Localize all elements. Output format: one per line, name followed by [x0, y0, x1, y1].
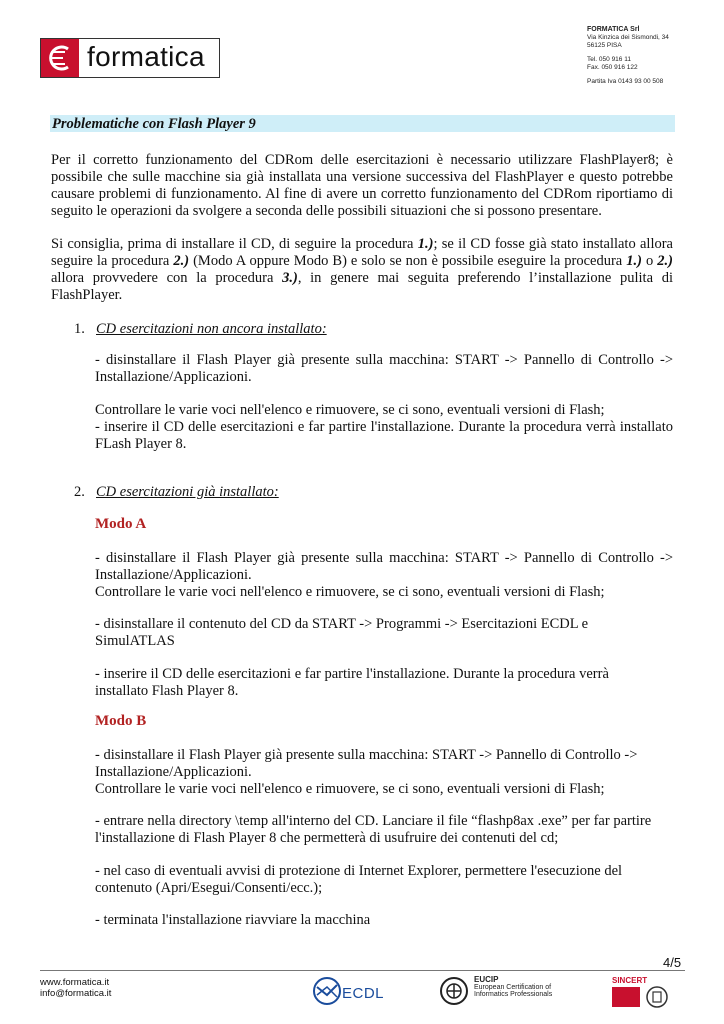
company-name: FORMATICA Srl — [587, 26, 640, 33]
footer-divider — [40, 970, 685, 971]
procedure-ref: 3.) — [282, 270, 298, 286]
email-link[interactable]: info@formatica.it — [40, 988, 112, 999]
logo-text: formatica — [87, 41, 205, 72]
company-logo — [40, 38, 220, 78]
modo-b-paragraph-2: Controllare le varie voci nell'elenco e rimuovere, se ci sono, eventuali versioni di Flash; — [95, 781, 605, 797]
modo-b-heading: Modo B — [95, 713, 147, 729]
page-title: Problematiche con Flash Player 9 — [52, 116, 256, 132]
section1-title: CD esercitazioni non ancora installato: — [96, 321, 327, 337]
modo-a-paragraph-2: Controllare le varie voci nell'elenco e rimuovere, se ci sono, eventuali versioni di Flash; — [95, 584, 605, 600]
company-fax: Fax. 050 916 122 — [587, 64, 638, 71]
procedure-ref: 2.) — [657, 253, 673, 269]
section1-paragraph-3: - inserire il CD delle esercitazioni e far partire l'installazione. Durante la procedura verrà installato FLash Player 8. — [95, 419, 673, 452]
modo-a-paragraph-3: - disinstallare il contenuto del CD da START -> Programmi -> Esercitazioni ECDL e SimulATLAS — [95, 616, 589, 649]
procedure-ref: 2.) — [173, 253, 190, 269]
page-number: 4/5 — [663, 955, 682, 970]
list-number: 2. — [74, 484, 85, 500]
ecdl-label: ECDL — [342, 985, 385, 1002]
eucip-logo-icon — [438, 975, 470, 1012]
section2-title: CD esercitazioni già installato: — [96, 484, 279, 500]
modo-b-paragraph-5: - terminata l'installazione riavviare la macchina — [95, 912, 371, 928]
company-address-line1: Via Kinzica dei Sismondi, 34 — [587, 34, 669, 41]
section1-paragraph-1: - disinstallare il Flash Player già presente sulla macchina: START -> Pannello di Controllo -> Installazione/Applicazioni. — [95, 352, 673, 385]
modo-b-paragraph-3: - entrare nella directory \temp all'interno del CD. Lanciare il file “flashp8ax .exe” per far partire l'installazione di Flash Player 8 che permetterà di usufruire dei contenuti del cd; — [95, 813, 652, 846]
sincert-badge-icon — [612, 987, 640, 1007]
procedure-ref: 1.) — [626, 253, 642, 269]
certification-seal-icon — [645, 985, 669, 1014]
list-number: 1. — [74, 321, 85, 337]
company-address-line2: 56125 PISA — [587, 42, 622, 49]
logo-emblem-icon — [41, 39, 79, 77]
ecdl-globe-icon — [309, 975, 345, 1007]
company-tel: Tel. 050 916 11 — [587, 56, 631, 63]
modo-b-paragraph-4: - nel caso di eventuali avvisi di protezione di Internet Explorer, permettere l'esecuzione del contenuto (Apri/Esegui/Consenti/ecc.); — [95, 863, 623, 896]
footer-contact — [40, 977, 111, 999]
modo-a-heading: Modo A — [95, 516, 147, 532]
website-link[interactable]: www.formatica.it — [40, 977, 110, 988]
modo-b-paragraph-1: - disinstallare il Flash Player già presente sulla macchina: START -> Pannello di Controllo -> Installazione/Applicazioni. — [95, 747, 638, 780]
intro-paragraph-2: Si consiglia, prima di installare il CD, di seguire la procedura 1.); se il CD fosse già stato installato allora seguire la procedura 2.) (Modo A oppure Modo B) e solo se non è possibile eseguire la procedura 1.) o 2.) allora provvedere con la procedura 3.), in genere mai seguita preferendo l’installazione pulita di FlashPlayer. — [51, 236, 673, 303]
eucip-text: EUCIP European Certification of Informatics Professionals — [474, 975, 553, 998]
section1-paragraph-2: Controllare le varie voci nell'elenco e rimuovere, se ci sono, eventuali versioni di Flash; — [95, 402, 605, 418]
modo-a-paragraph-4: - inserire il CD delle esercitazioni e far partire l'installazione. Durante la procedura verrà installato Flash Player 8. — [95, 666, 609, 699]
modo-a-paragraph-1: - disinstallare il Flash Player già presente sulla macchina: START -> Pannello di Controllo -> Installazione/Applicazioni. — [95, 550, 673, 583]
intro-paragraph-1: Per il corretto funzionamento del CDRom delle esercitazioni è necessario utilizzare FlashPlayer8; è possibile che sulle macchine sia già installata una versione successiva del FlashPlayer e questo potrebbe causare problemi di funzionamento. Al fine di avere un corretto funzionamento del CDRom riportiamo di seguito le operazioni da svolgere a seconda delle possibili situazioni che si possono presentare. — [51, 152, 673, 219]
company-info — [587, 26, 669, 86]
procedure-ref: 1.) — [417, 236, 434, 252]
sincert-label: SINCERT — [612, 976, 648, 985]
section-title-bar — [50, 115, 675, 132]
company-vat: Partita Iva 0143 93 00 508 — [587, 78, 664, 85]
